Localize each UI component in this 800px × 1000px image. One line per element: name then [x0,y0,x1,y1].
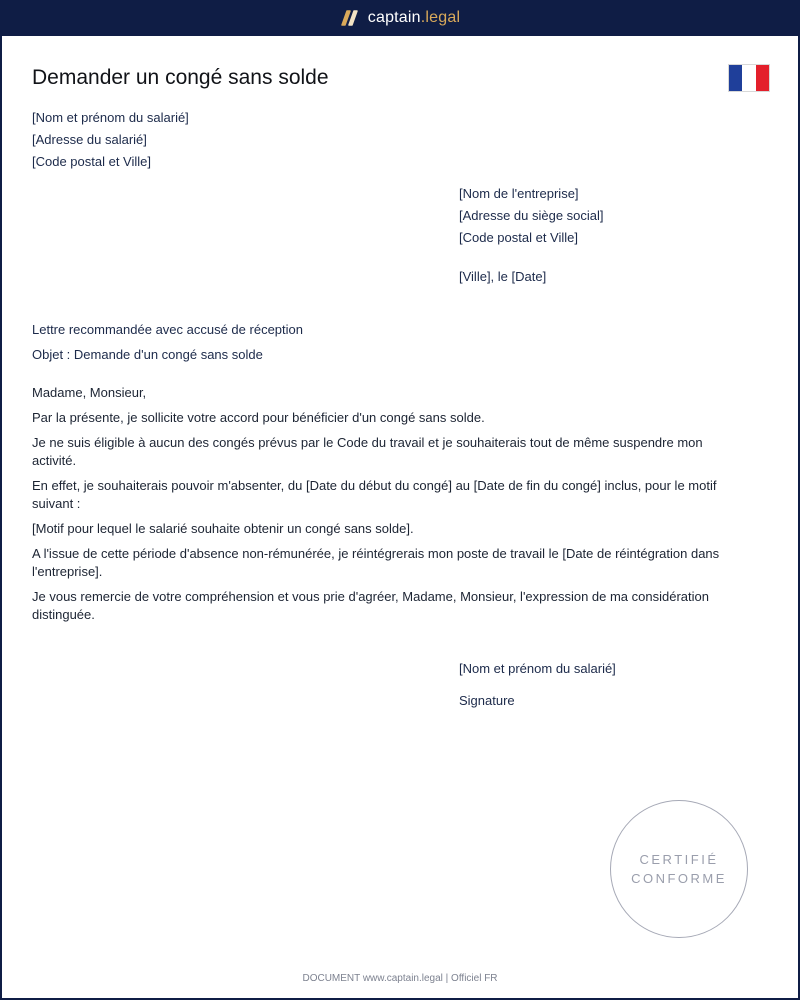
mail-type: Lettre recommandée avec accusé de réception [32,322,303,337]
certified-stamp [610,800,748,938]
sender-street: [Adresse du salarié] [32,132,147,147]
paragraph: Par la présente, je sollicite votre accord pour bénéficier d'un congé sans solde. [32,410,485,425]
top-bar [0,0,800,36]
date-line: [Ville], le [Date] [459,269,547,284]
recipient-street: [Adresse du siège social] [459,208,604,223]
brand-logo[interactable] [340,9,460,27]
sender-address [32,107,189,173]
paragraph: [Motif pour lequel le salarié souhaite obtenir un congé sans solde]. [32,521,414,536]
recipient-address [459,183,604,249]
captain-legal-logo-icon [340,10,360,26]
sender-name: [Nom et prénom du salarié] [32,110,189,125]
brand-name: captain.legal [367,9,461,26]
paragraph: Je vous remercie de votre compréhension et vous prie d'agréer, Madame, Monsieur, l'expression de ma considération distinguée. [32,589,709,622]
paragraph: Je ne suis éligible à aucun des congés prévus par le Code du travail et je souhaiterais tout de même suspendre mon activité. [32,435,703,468]
sender-city: [Code postal et Ville] [32,154,151,169]
stamp-line-2: CONFORME [631,871,727,886]
recipient-company: [Nom de l'entreprise] [459,186,579,201]
signature-label: Signature [459,693,515,708]
document-footer: DOCUMENT www.captain.legal | Officiel FR [302,973,498,984]
france-flag-icon [728,64,770,92]
paragraph: En effet, je souhaiterais pouvoir m'absenter, du [Date du début du congé] au [Date de fin du congé] inclus, pour le motif suivant : [32,478,717,511]
letter-body [32,384,742,631]
recipient-city: [Code postal et Ville] [459,230,578,245]
salutation: Madame, Monsieur, [32,385,147,400]
signature-name: [Nom et prénom du salarié] [459,661,616,676]
paragraph: A l'issue de cette période d'absence non-rémunérée, je réintégrerais mon poste de travail le [Date de réintégration dans l'entreprise]. [32,546,720,579]
document-title: Demander un congé sans solde [32,66,329,89]
document-sheet [2,36,798,998]
subject-line: Objet : Demande d'un congé sans solde [32,347,263,362]
stamp-line-1: CERTIFIÉ [639,852,719,867]
